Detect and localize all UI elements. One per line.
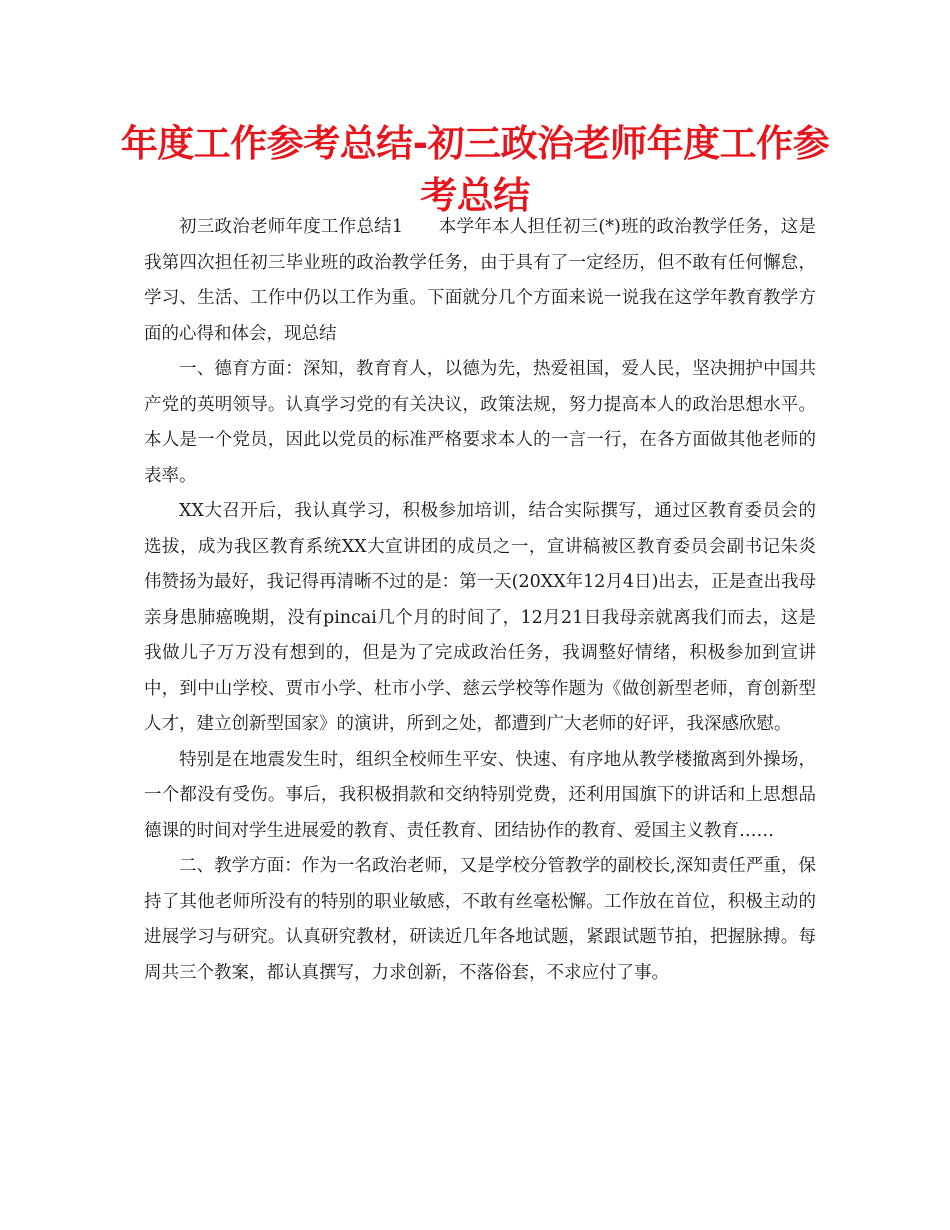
document-body	[144, 210, 816, 991]
paragraph-intro: 初三政治老师年度工作总结1 本学年本人担任初三(*)班的政治教学任务，这是我第四次担任初三毕业班的政治教学任务，由于具有了一定经历，但不敢有任何懈怠，学习、生活、工作中仍以工作为重。下面就分几个方面来说一说我在这学年教育教学方面的心得和体会，现总结	[144, 217, 816, 344]
paragraph-teaching: 二、教学方面：作为一名政治老师，又是学校分管教学的副校长,深知责任严重，保持了其他老师所没有的特别的职业敏感，不敢有丝毫松懈。工作放在首位，积极主动的进展学习与研究。认真研究教材，研读近几年各地试题，紧跟试题节拍，把握脉搏。每周共三个教案，都认真撰写，力求创新，不落俗套，不求应付了事。	[144, 856, 816, 983]
paragraph-congress-lecture: XX大召开后，我认真学习，积极参加培训，结合实际撰写，通过区教育委员会的选拔，成为我区教育系统XX大宣讲团的成员之一，宣讲稿被区教育委员会副书记朱炎伟赞扬为最好，我记得再清晰不过的是：第一天(20XX年12月4日)出去，正是查出我母亲身患肺癌晚期，没有pincai几个月的时间了，12月21日我母亲就离我们而去，这是我做儿子万万没有想到的，但是为了完成政治任务，我调整好情绪，积极参加到宣讲中，到中山学校、贾市小学、杜市小学、慈云学校等作题为《做创新型老师，育创新型人才，建立创新型国家》的演讲，所到之处，都遭到广大老师的好评，我深感欣慰。	[144, 501, 816, 734]
paragraph-earthquake: 特别是在地震发生时，组织全校师生平安、快速、有序地从教学楼撤离到外操场，一个都没有受伤。事后，我积极捐款和交纳特别党费，还利用国旗下的讲话和上思想品德课的时间对学生进展爱的教育、责任教育、团结协作的教育、爱国主义教育……	[144, 749, 816, 841]
paragraph-moral-education: 一、德育方面：深知，教育育人，以德为先，热爱祖国，爱人民，坚决拥护中国共产党的英明领导。认真学习党的有关决议，政策法规，努力提高本人的政治思想水平。本人是一个党员，因此以党员的标准严格要求本人的一言一行，在各方面做其他老师的表率。	[144, 359, 816, 486]
document-title: 年度工作参考总结-初三政治老师年度工作参考总结	[120, 122, 830, 217]
